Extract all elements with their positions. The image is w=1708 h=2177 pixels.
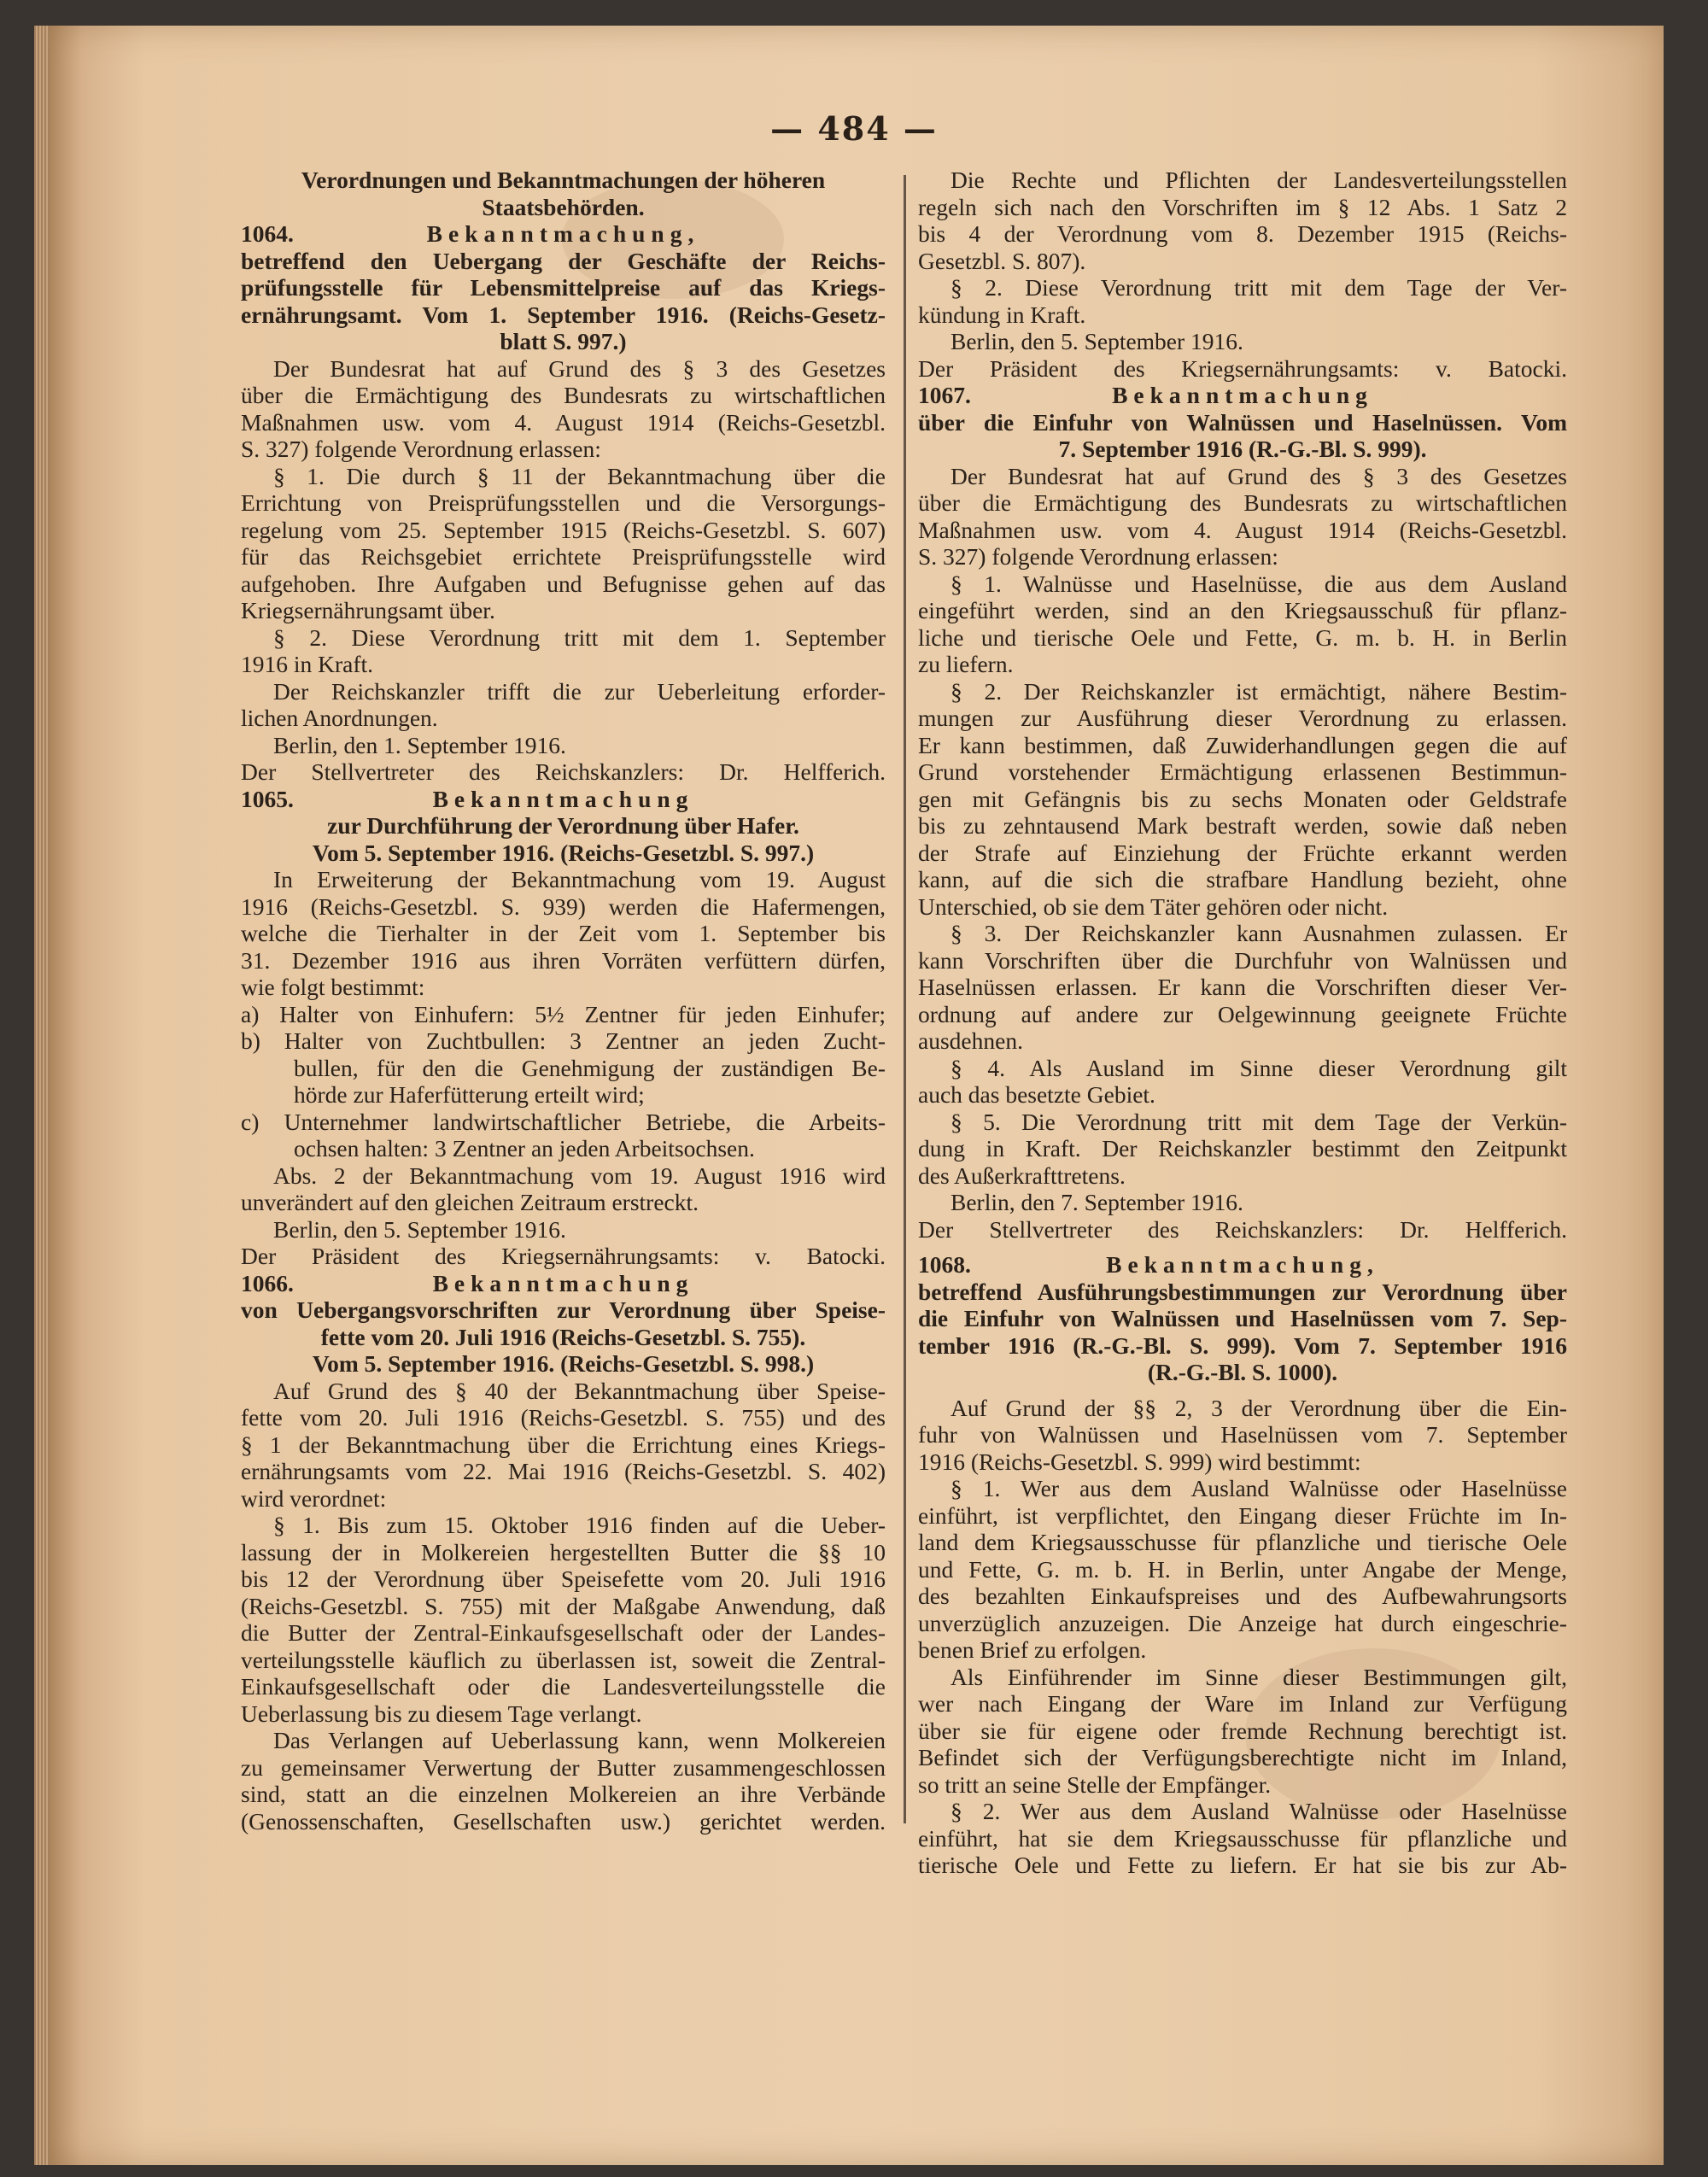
text-line: c) Unternehmer landwirtschaftlicher Betriebe, die Arbeits-: [241, 1108, 886, 1135]
text-line: fuhr von Walnüssen und Haselnüssen vom 7. September: [918, 1421, 1567, 1448]
text-line: § 4. Als Ausland im Sinne dieser Verordnung gilt: [951, 1054, 1567, 1081]
notice-title: Bekanntmachung,: [426, 220, 700, 247]
text-line: ordnung auf andere zur Oelgewinnung geeignete Früchte: [918, 1000, 1567, 1027]
text-line: § 1. Walnüsse und Haselnüsse, die aus dem Ausland: [951, 570, 1567, 597]
spacer: [918, 1386, 1567, 1395]
text-line: § 5. Die Verordnung tritt mit dem Tage der Verkün-: [951, 1108, 1567, 1135]
text-line: land dem Kriegsausschusse für pflanzliche und tierische Oele: [918, 1529, 1567, 1555]
text-line: liche und tierische Oele und Fette, G. m. b. H. in Berlin: [918, 623, 1567, 651]
right-column: [918, 167, 1567, 1879]
text-line: des Außerkrafttretens.: [918, 1162, 1126, 1189]
text-line: kann Vorschriften über die Durchfuhr von Walnüssen und: [918, 946, 1567, 974]
text-line: Kriegsernährungsamt über.: [241, 597, 495, 623]
text-line: Der Stellvertreter des Reichskanzlers: Dr. Helfferich.: [241, 758, 886, 785]
text-line: über sie für eigene oder fremde Rechnung berechtigt ist.: [918, 1717, 1567, 1744]
notice-heading: [918, 382, 1567, 409]
text-line: tember 1916 (R.-G.-Bl. S. 999). Vom 7. September 1916: [918, 1331, 1567, 1359]
text-line: des bezahlten Einkaufspreises und des Aufbewahrungsorts: [918, 1583, 1567, 1609]
text-line: tierische Oele und Fette zu liefern. Er hat sie bis zur Ab-: [918, 1852, 1567, 1878]
text-line: betreffend Ausführungsbestimmungen zur Verordnung über: [918, 1278, 1567, 1305]
text-line: aufgehoben. Ihre Aufgaben und Befugnisse gehen auf das: [241, 570, 886, 597]
text-line: lassung der in Molkereien hergestellten Butter die §§ 10: [241, 1538, 886, 1565]
text-line: Maßnahmen usw. vom 4. August 1914 (Reichs-Gesetzbl.: [918, 516, 1567, 543]
text-line: die Butter der Zentral-Einkaufsgesellschaft oder der Landes-: [241, 1619, 886, 1646]
text-line: Auf Grund der §§ 2, 3 der Verordnung über die Ein-: [951, 1394, 1567, 1421]
text-line: S. 327) folgende Verordnung erlassen:: [918, 543, 1278, 570]
text-line: Gesetzbl. S. 807).: [918, 247, 1086, 274]
notice-number: 1067.: [918, 382, 971, 408]
text-line: prüfungsstelle für Lebensmittelpreise auf das Kriegs-: [241, 274, 886, 301]
notice-title: Bekanntmachung: [432, 785, 694, 812]
notice-heading: [241, 220, 886, 248]
text-line: und Fette, G. m. b. H. in Berlin, unter Angabe der Menge,: [918, 1555, 1567, 1583]
text-line: Berlin, den 1. September 1916.: [273, 731, 566, 758]
text-line: regeln sich nach den Vorschriften im § 12 Abs. 1 Satz 2: [918, 193, 1567, 220]
text-line: unverzüglich anzuzeigen. Die Anzeige hat durch eingeschrie-: [918, 1609, 1567, 1636]
text-line: benen Brief zu erfolgen.: [918, 1636, 1147, 1663]
text-line: a) Halter von Einhufern: 5½ Zentner für jeden Einhufer;: [241, 1000, 886, 1027]
text-line: bis zu zehntausend Mark bestraft werden, sowie daß neben: [918, 812, 1567, 839]
text-line: zu gemeinsamer Verwertung der Butter zusammengeschlossen: [241, 1753, 886, 1781]
text-line: der Strafe auf Einziehung der Früchte erkannt werden: [918, 839, 1567, 866]
text-line: Verordnungen und Bekanntmachungen der höheren: [301, 167, 826, 193]
text-line: 1916 (Reichs-Gesetzbl. S. 939) werden die Hafermengen,: [241, 892, 886, 920]
text-line: In Erweiterung der Bekanntmachung vom 19. August: [273, 866, 886, 892]
text-line: § 2. Der Reichskanzler ist ermächtigt, nähere Bestim-: [951, 677, 1567, 705]
text-line: (Reichs-Gesetzbl. S. 755) mit der Maßgabe Anwendung, daß: [241, 1592, 886, 1619]
text-line: 7. September 1916 (R.-G.-Bl. S. 999).: [1058, 436, 1427, 462]
text-line: ausdehnen.: [918, 1027, 1023, 1054]
text-line: wer nach Eingang der Ware im Inland zur Verfügung: [918, 1690, 1567, 1717]
text-line: mungen zur Ausführung dieser Verordnung zu erlassen.: [918, 705, 1567, 731]
text-line: eingeführt werden, sind an den Kriegsausschuß für pflanz-: [918, 597, 1567, 623]
notice-title: Bekanntmachung: [432, 1269, 694, 1296]
text-line: von Uebergangsvorschriften zur Verordnung über Speise-: [241, 1296, 886, 1323]
text-line: Ueberlassung bis zu diesem Tage verlangt.: [241, 1700, 642, 1727]
text-line: Der Reichskanzler trifft die zur Ueberleitung erforder-: [273, 677, 886, 705]
text-line: verteilungsstelle käuflich zu überlassen ist, soweit die Zentral-: [241, 1646, 886, 1673]
text-line: die Einfuhr von Walnüssen und Haselnüssen vom 7. Sep-: [918, 1305, 1567, 1331]
text-line: Er kann bestimmen, daß Zuwiderhandlungen gegen die auf: [918, 731, 1567, 758]
text-line: kündung in Kraft.: [918, 301, 1086, 328]
text-line: Haselnüssen erlassen. Er kann die Vorschriften dieser Ver-: [918, 974, 1567, 1000]
text-line: (Genossenschaften, Gesellschaften usw.) gerichtet werden.: [241, 1807, 886, 1835]
text-line: auch das besetzte Gebiet.: [918, 1081, 1155, 1108]
text-line: § 1. Wer aus dem Ausland Walnüsse oder Haselnüsse: [951, 1475, 1567, 1501]
text-line: 1916 (Reichs-Gesetzbl. S. 999) wird bestimmt:: [918, 1448, 1361, 1475]
text-line: § 3. Der Reichskanzler kann Ausnahmen zulassen. Er: [951, 920, 1567, 946]
notice-title: Bekanntmachung: [1112, 382, 1373, 408]
text-line: Staatsbehörden.: [482, 193, 645, 220]
text-line: betreffend den Uebergang der Geschäfte der Reichs-: [241, 247, 886, 274]
text-line: welche die Tierhalter in der Zeit vom 1. September bis: [241, 920, 886, 946]
text-line: fette vom 20. Juli 1916 (Reichs-Gesetzbl. S. 755) und des: [241, 1404, 886, 1431]
text-line: über die Einfuhr von Walnüssen und Haselnüssen. Vom: [918, 408, 1567, 436]
text-line: § 1 der Bekanntmachung über die Errichtung eines Kriegs-: [241, 1431, 886, 1458]
notice-heading: [918, 1251, 1567, 1279]
text-line: fette vom 20. Juli 1916 (Reichs-Gesetzbl. S. 755).: [320, 1323, 806, 1350]
text-line: Befindet sich der Verfügungsberechtigte nicht im Inland,: [918, 1744, 1567, 1770]
text-line: § 1. Bis zum 15. Oktober 1916 finden auf die Ueber-: [273, 1512, 886, 1538]
text-line: Die Rechte und Pflichten der Landesverteilungsstellen: [951, 167, 1567, 193]
text-line: Der Präsident des Kriegsernährungsamts: v. Batocki.: [241, 1243, 886, 1269]
text-line: 1916 in Kraft.: [241, 651, 374, 677]
text-line: unverändert auf den gleichen Zeitraum erstreckt.: [241, 1189, 699, 1215]
text-line: wird verordnet:: [241, 1484, 387, 1512]
text-line: gen mit Gefängnis bis zu sechs Monaten oder Geldstrafe: [918, 785, 1567, 812]
text-line: hörde zur Haferfütterung erteilt wird;: [294, 1081, 645, 1108]
text-line: Der Bundesrat hat auf Grund des § 3 des Gesetzes: [273, 354, 886, 382]
text-line: Vom 5. September 1916. (Reichs-Gesetzbl. S. 997.): [312, 839, 815, 866]
text-line: dung in Kraft. Der Reichskanzler bestimmt den Zeitpunkt: [918, 1135, 1567, 1162]
notice-number: 1068.: [918, 1251, 971, 1278]
text-line: Berlin, den 5. September 1916.: [273, 1215, 566, 1243]
text-line: so tritt an seine Stelle der Empfänger.: [918, 1770, 1272, 1798]
text-line: ochsen halten: 3 Zentner an jeden Arbeitsochsen.: [294, 1135, 755, 1162]
text-line: Maßnahmen usw. vom 4. August 1914 (Reichs-Gesetzbl.: [241, 408, 886, 436]
notice-heading: [241, 786, 886, 813]
text-line: ernährungsamts vom 22. Mai 1916 (Reichs-Gesetzbl. S. 402): [241, 1458, 886, 1484]
text-line: kann, auf die sich die strafbare Handlung bezieht, ohne: [918, 866, 1567, 892]
text-line: über die Ermächtigung des Bundesrats zu wirtschaftlichen: [241, 382, 886, 408]
notice-heading: [241, 1270, 886, 1297]
notice-number: 1065.: [241, 785, 294, 812]
text-line: bullen, für den die Genehmigung der zuständigen Be-: [294, 1054, 886, 1081]
text-line: Der Bundesrat hat auf Grund des § 3 des Gesetzes: [951, 462, 1567, 489]
text-line: Als Einführender im Sinne dieser Bestimmungen gilt,: [951, 1663, 1567, 1690]
notice-number: 1064.: [241, 220, 294, 247]
text-line: sind, statt an die einzelnen Molkereien an ihre Verbände: [241, 1781, 886, 1807]
text-line: wie folgt bestimmt:: [241, 974, 425, 1000]
text-line: Einkaufsgesellschaft oder die Landesverteilungsstelle die: [241, 1673, 886, 1700]
text-line: Abs. 2 der Bekanntmachung vom 19. August 1916 wird: [273, 1162, 886, 1189]
text-line: Der Stellvertreter des Reichskanzlers: Dr. Helfferich.: [918, 1215, 1567, 1243]
text-line: § 2. Wer aus dem Ausland Walnüsse oder Haselnüsse: [951, 1798, 1567, 1824]
text-line: Berlin, den 7. September 1916.: [951, 1189, 1243, 1215]
text-line: Grund vorstehender Ermächtigung erlassenen Bestimmun-: [918, 758, 1567, 785]
text-line: einführt, ist verpflichtet, den Eingang dieser Früchte im In-: [918, 1501, 1567, 1529]
text-line: Berlin, den 5. September 1916.: [951, 328, 1243, 354]
text-line: § 2. Diese Verordnung tritt mit dem 1. September: [273, 623, 886, 651]
page-number: — 484 —: [770, 109, 938, 148]
text-line: zu liefern.: [918, 651, 1014, 677]
text-line: Errichtung von Preisprüfungsstellen und die Versorgungs-: [241, 489, 886, 516]
text-line: regelung vom 25. September 1915 (Reichs-Gesetzbl. S. 607): [241, 516, 886, 543]
text-line: b) Halter von Zuchtbullen: 3 Zentner an jeden Zucht-: [241, 1027, 886, 1054]
text-line: blatt S. 997.): [500, 328, 627, 354]
text-line: Unterschied, ob sie dem Täter gehören oder nicht.: [918, 892, 1389, 920]
text-line: lichen Anordnungen.: [241, 705, 438, 731]
text-line: Der Präsident des Kriegsernährungsamts: v. Batocki.: [918, 354, 1567, 382]
text-line: für das Reichsgebiet errichtete Preisprüfungsstelle wird: [241, 543, 886, 570]
text-line: S. 327) folgende Verordnung erlassen:: [241, 436, 601, 462]
left-column: [241, 167, 886, 1835]
text-line: (R.-G.-Bl. S. 1000).: [1147, 1359, 1338, 1385]
text-line: § 2. Diese Verordnung tritt mit dem Tage der Ver-: [951, 274, 1567, 301]
text-line: bis 4 der Verordnung vom 8. Dezember 1915 (Reichs-: [918, 220, 1567, 247]
text-line: ernährungsamt. Vom 1. September 1916. (Reichs-Gesetz-: [241, 301, 886, 328]
text-line: über die Ermächtigung des Bundesrats zu wirtschaftlichen: [918, 489, 1567, 516]
text-line: § 1. Die durch § 11 der Bekanntmachung über die: [273, 462, 886, 489]
text-line: Vom 5. September 1916. (Reichs-Gesetzbl. S. 998.): [312, 1350, 815, 1377]
text-line: 31. Dezember 1916 aus ihren Vorräten verfüttern dürfen,: [241, 946, 886, 974]
spacer: [918, 1243, 1567, 1251]
text-line: Auf Grund des § 40 der Bekanntmachung über Speise-: [273, 1377, 886, 1404]
column-divider: [904, 175, 906, 1823]
text-line: Das Verlangen auf Ueberlassung kann, wenn Molkereien: [273, 1727, 886, 1753]
text-line: einführt, hat sie dem Kriegsausschusse für pflanzliche und: [918, 1824, 1567, 1852]
notice-number: 1066.: [241, 1269, 294, 1296]
notice-title: Bekanntmachung,: [1106, 1251, 1379, 1278]
text-line: bis 12 der Verordnung über Speisefette vom 20. Juli 1916: [241, 1565, 886, 1592]
text-line: zur Durchführung der Verordnung über Hafer.: [327, 812, 799, 839]
